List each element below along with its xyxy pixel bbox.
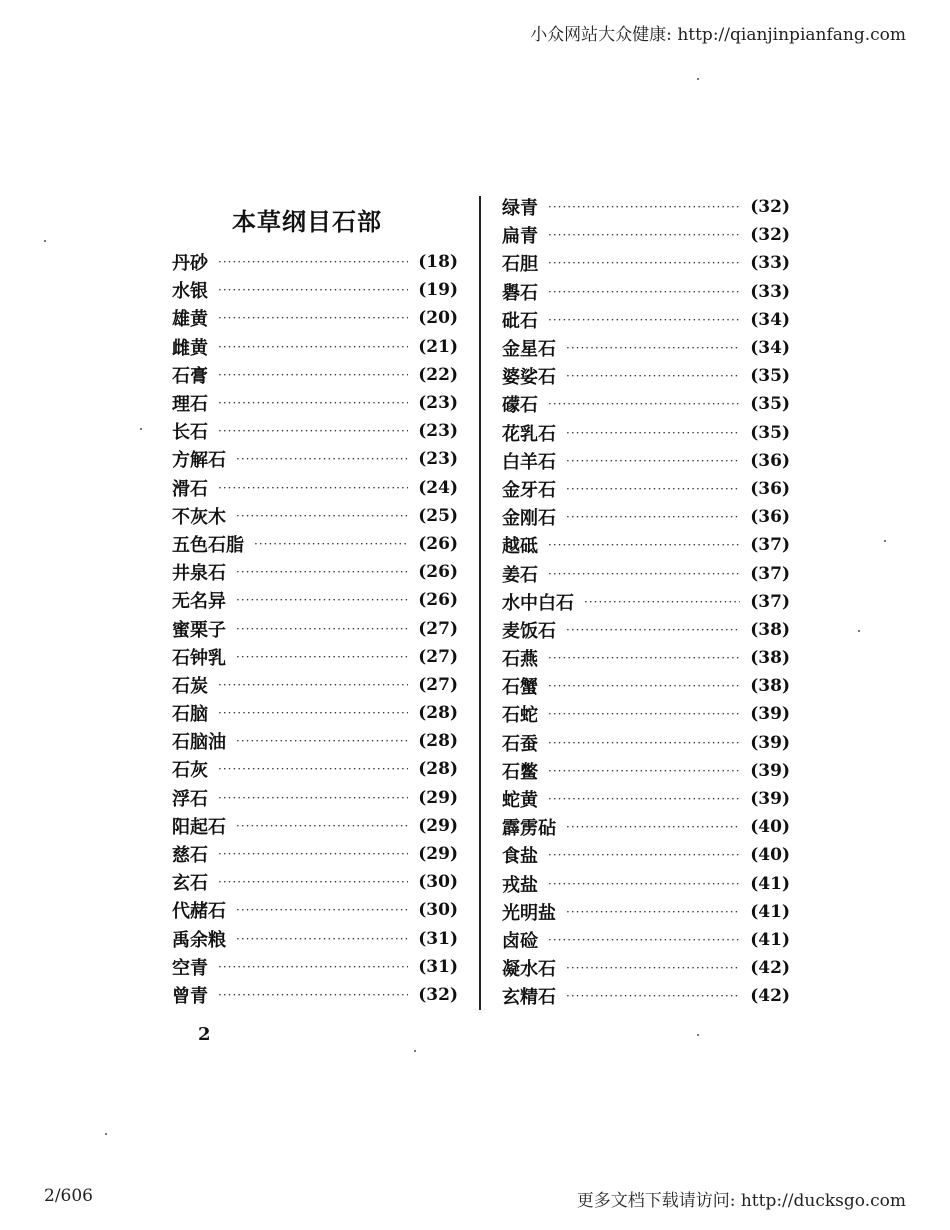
toc-entry	[172, 925, 458, 953]
toc-entry	[502, 757, 790, 785]
toc-entry	[502, 278, 790, 306]
toc-entry-page: (41)	[750, 873, 790, 894]
toc-entry	[502, 870, 790, 898]
dot-leader	[566, 426, 740, 440]
toc-entry-name: 空青	[172, 957, 208, 979]
dot-leader	[218, 706, 408, 720]
toc-entry-page: (26)	[418, 533, 458, 554]
toc-entry	[502, 700, 790, 728]
dot-leader	[548, 313, 740, 327]
toc-entry-name: 石鳖	[502, 761, 538, 783]
toc-entry-name: 卤硷	[502, 930, 538, 952]
toc-entry-name: 滑石	[172, 478, 208, 500]
dot-leader	[236, 565, 408, 579]
toc-entry	[172, 304, 458, 332]
toc-entry-page: (20)	[418, 308, 458, 329]
toc-entry-name: 石钟乳	[172, 647, 226, 669]
dot-leader	[566, 454, 740, 468]
dot-leader	[566, 989, 740, 1003]
toc-entry	[502, 221, 790, 249]
toc-entry-page: (38)	[750, 619, 790, 640]
toc-entry-name: 石脑	[172, 704, 208, 726]
scan-speck	[105, 1133, 107, 1135]
dot-leader	[218, 481, 408, 495]
dot-leader	[566, 623, 740, 637]
scan-speck	[697, 78, 699, 80]
toc-entry-page: (37)	[750, 563, 790, 584]
scan-speck	[884, 540, 886, 542]
toc-entry-page: (27)	[418, 674, 458, 695]
dot-leader	[566, 961, 740, 975]
dot-leader	[548, 764, 740, 778]
toc-entry-name: 姜石	[502, 564, 538, 586]
toc-entry-name: 光明盐	[502, 902, 556, 924]
toc-entry-page: (39)	[750, 704, 790, 725]
toc-entry	[172, 474, 458, 502]
toc-entry-name: 五色石脂	[172, 534, 244, 556]
toc-entry-name: 石胆	[502, 254, 538, 276]
toc-entry-page: (31)	[418, 928, 458, 949]
toc-entry	[172, 361, 458, 389]
scan-speck	[140, 428, 142, 430]
dot-leader	[548, 538, 740, 552]
toc-entry-page: (36)	[750, 450, 790, 471]
toc-entry-page: (23)	[418, 449, 458, 470]
toc-entry	[172, 558, 458, 586]
dot-leader	[218, 311, 408, 325]
toc-entry	[172, 784, 458, 812]
toc-entry	[172, 530, 458, 558]
toc-entry-page: (34)	[750, 338, 790, 359]
page-number: 2	[198, 1024, 211, 1045]
dot-leader	[548, 285, 740, 299]
toc-entry	[172, 389, 458, 417]
dot-leader	[218, 847, 408, 861]
toc-entry-page: (38)	[750, 648, 790, 669]
scan-speck	[44, 240, 46, 242]
toc-entry-name: 丹砂	[172, 253, 208, 275]
dot-leader	[566, 341, 740, 355]
toc-entry	[172, 445, 458, 473]
dot-leader	[218, 255, 408, 269]
toc-entry	[502, 503, 790, 531]
toc-entry-name: 长石	[172, 422, 208, 444]
toc-entry-name: 水中白石	[502, 592, 574, 614]
toc-entry	[502, 672, 790, 700]
toc-entry-page: (28)	[418, 703, 458, 724]
toc-entry-page: (29)	[418, 844, 458, 865]
toc-entry-page: (41)	[750, 901, 790, 922]
toc-entry-name: 金牙石	[502, 479, 556, 501]
toc-entry	[172, 586, 458, 614]
toc-entry-name: 浮石	[172, 788, 208, 810]
toc-entry	[502, 362, 790, 390]
toc-entry-name: 麦饭石	[502, 620, 556, 642]
toc-right-column	[502, 193, 790, 1010]
dot-leader	[236, 932, 408, 946]
toc-entry	[502, 616, 790, 644]
toc-entry-page: (36)	[750, 507, 790, 528]
toc-entry	[502, 334, 790, 362]
toc-entry-name: 扁青	[502, 226, 538, 248]
toc-entry	[172, 812, 458, 840]
toc-entry-name: 食盐	[502, 846, 538, 868]
toc-entry-name: 慈石	[172, 845, 208, 867]
dot-leader	[218, 368, 408, 382]
dot-leader	[236, 452, 408, 466]
toc-entry	[502, 841, 790, 869]
toc-entry-name: 戎盐	[502, 874, 538, 896]
toc-entry	[502, 785, 790, 813]
toc-entry-page: (26)	[418, 590, 458, 611]
toc-entry	[172, 699, 458, 727]
scan-speck	[858, 630, 860, 632]
toc-entry	[172, 727, 458, 755]
toc-entry-page: (39)	[750, 760, 790, 781]
toc-entry	[502, 813, 790, 841]
toc-entry	[172, 502, 458, 530]
toc-entry-page: (35)	[750, 422, 790, 443]
toc-entry-page: (30)	[418, 872, 458, 893]
dot-leader	[566, 905, 740, 919]
toc-entry-page: (33)	[750, 281, 790, 302]
dot-leader	[218, 340, 408, 354]
toc-entry-name: 礜石	[502, 282, 538, 304]
toc-entry-name: 雄黄	[172, 309, 208, 331]
toc-entry-page: (32)	[750, 225, 790, 246]
toc-entry	[172, 614, 458, 642]
toc-entry-name: 石膏	[172, 365, 208, 387]
toc-entry-page: (31)	[418, 956, 458, 977]
toc-entry	[502, 419, 790, 447]
toc-entry-page: (41)	[750, 929, 790, 950]
dot-leader	[218, 396, 408, 410]
toc-entry	[172, 868, 458, 896]
dot-leader	[218, 791, 408, 805]
dot-leader	[548, 933, 740, 947]
toc-entry	[502, 306, 790, 334]
dot-leader	[218, 875, 408, 889]
scan-speck	[414, 1050, 416, 1052]
toc-entry	[172, 671, 458, 699]
toc-entry	[502, 193, 790, 221]
toc-entry-name: 蛇黄	[502, 790, 538, 812]
toc-entry-name: 方解石	[172, 450, 226, 472]
toc-entry	[502, 447, 790, 475]
dot-leader	[218, 988, 408, 1002]
toc-entry	[172, 896, 458, 924]
toc-entry-page: (35)	[750, 366, 790, 387]
dot-leader	[566, 369, 740, 383]
toc-entry-page: (28)	[418, 759, 458, 780]
dot-leader	[548, 792, 740, 806]
toc-entry-page: (23)	[418, 421, 458, 442]
toc-entry	[502, 390, 790, 418]
toc-entry-page: (39)	[750, 789, 790, 810]
dot-leader	[254, 537, 408, 551]
toc-entry-page: (18)	[418, 252, 458, 273]
toc-entry-name: 凝水石	[502, 959, 556, 981]
toc-entry-page: (34)	[750, 309, 790, 330]
page-counter: 2/606	[44, 1186, 93, 1206]
toc-entry-name: 白羊石	[502, 451, 556, 473]
toc-entry	[502, 898, 790, 926]
toc-entry	[502, 588, 790, 616]
toc-entry-name: 代赭石	[172, 901, 226, 923]
scan-speck	[697, 1034, 699, 1036]
toc-entry-name: 石蛇	[502, 705, 538, 727]
toc-entry-page: (33)	[750, 253, 790, 274]
toc-entry	[172, 981, 458, 1009]
toc-entry-name: 霹雳砧	[502, 818, 556, 840]
toc-entry	[172, 643, 458, 671]
toc-entry-page: (27)	[418, 646, 458, 667]
dot-leader	[566, 482, 740, 496]
toc-entry-page: (22)	[418, 364, 458, 385]
toc-entry	[502, 954, 790, 982]
toc-entry	[172, 248, 458, 276]
toc-entry-name: 玄精石	[502, 987, 556, 1009]
toc-entry-name: 金刚石	[502, 508, 556, 530]
toc-entry-name: 礞石	[502, 395, 538, 417]
toc-entry-page: (23)	[418, 393, 458, 414]
toc-left-column	[172, 248, 458, 1009]
dot-leader	[236, 734, 408, 748]
toc-entry-page: (37)	[750, 591, 790, 612]
toc-entry-name: 无名异	[172, 591, 226, 613]
dot-leader	[566, 820, 740, 834]
toc-entry-name: 阳起石	[172, 816, 226, 838]
dot-leader	[236, 903, 408, 917]
dot-leader	[548, 200, 740, 214]
toc-entry-name: 石炭	[172, 675, 208, 697]
toc-entry-page: (21)	[418, 336, 458, 357]
dot-leader	[548, 651, 740, 665]
toc-entry-page: (25)	[418, 505, 458, 526]
dot-leader	[548, 256, 740, 270]
toc-entry	[172, 333, 458, 361]
toc-entry-name: 理石	[172, 394, 208, 416]
dot-leader	[236, 819, 408, 833]
toc-entry-name: 石蚕	[502, 733, 538, 755]
toc-entry	[502, 926, 790, 954]
toc-entry-page: (28)	[418, 731, 458, 752]
dot-leader	[548, 567, 740, 581]
toc-entry-name: 砒石	[502, 310, 538, 332]
toc-entry	[172, 417, 458, 445]
toc-entry-page: (42)	[750, 986, 790, 1007]
dot-leader	[548, 707, 740, 721]
toc-entry	[502, 729, 790, 757]
dot-leader	[218, 762, 408, 776]
dot-leader	[236, 650, 408, 664]
toc-entry-name: 绿青	[502, 198, 538, 220]
toc-entry-name: 曾青	[172, 985, 208, 1007]
dot-leader	[218, 424, 408, 438]
toc-entry	[172, 840, 458, 868]
dot-leader	[548, 848, 740, 862]
toc-entry-page: (40)	[750, 845, 790, 866]
site-header-text: 小众网站大众健康: http://qianjinpianfang.com	[530, 25, 906, 45]
toc-entry-page: (40)	[750, 817, 790, 838]
toc-entry-page: (24)	[418, 477, 458, 498]
toc-entry-page: (42)	[750, 958, 790, 979]
toc-entry	[172, 953, 458, 981]
toc-entry-page: (19)	[418, 280, 458, 301]
toc-entry-name: 金星石	[502, 339, 556, 361]
toc-entry-page: (26)	[418, 562, 458, 583]
toc-entry-name: 婆娑石	[502, 367, 556, 389]
dot-leader	[584, 595, 740, 609]
dot-leader	[218, 960, 408, 974]
toc-entry	[172, 755, 458, 783]
toc-entry-name: 玄石	[172, 873, 208, 895]
toc-entry-name: 不灰木	[172, 506, 226, 528]
toc-entry	[502, 475, 790, 503]
column-divider	[479, 196, 481, 1010]
dot-leader	[236, 622, 408, 636]
toc-entry-page: (39)	[750, 732, 790, 753]
toc-entry-name: 石脑油	[172, 732, 226, 754]
download-link-text: 更多文档下载请访问: http://ducksgo.com	[576, 1191, 906, 1211]
dot-leader	[548, 228, 740, 242]
toc-entry-name: 水银	[172, 281, 208, 303]
toc-entry-page: (29)	[418, 787, 458, 808]
toc-entry-page: (30)	[418, 900, 458, 921]
dot-leader	[236, 593, 408, 607]
toc-entry-name: 雌黄	[172, 337, 208, 359]
toc-entry-page: (38)	[750, 676, 790, 697]
toc-entry-name: 石蟹	[502, 677, 538, 699]
toc-entry	[172, 276, 458, 304]
toc-entry-page: (29)	[418, 815, 458, 836]
toc-entry	[502, 531, 790, 559]
toc-entry	[502, 644, 790, 672]
toc-entry-page: (36)	[750, 478, 790, 499]
toc-entry-page: (35)	[750, 394, 790, 415]
dot-leader	[218, 283, 408, 297]
dot-leader	[548, 877, 740, 891]
toc-entry-name: 石燕	[502, 649, 538, 671]
toc-entry-page: (27)	[418, 618, 458, 639]
toc-title: 本草纲目石部	[232, 208, 382, 236]
toc-entry-name: 花乳石	[502, 423, 556, 445]
toc-entry-name: 井泉石	[172, 563, 226, 585]
toc-entry-name: 越砥	[502, 536, 538, 558]
dot-leader	[548, 397, 740, 411]
toc-entry-name: 蜜栗子	[172, 619, 226, 641]
toc-entry-page: (32)	[418, 984, 458, 1005]
dot-leader	[566, 510, 740, 524]
toc-entry-name: 禹余粮	[172, 929, 226, 951]
toc-entry	[502, 249, 790, 277]
toc-entry-page: (37)	[750, 535, 790, 556]
dot-leader	[236, 509, 408, 523]
toc-entry	[502, 982, 790, 1010]
toc-entry	[502, 559, 790, 587]
dot-leader	[218, 678, 408, 692]
dot-leader	[548, 736, 740, 750]
dot-leader	[548, 679, 740, 693]
toc-entry-name: 石灰	[172, 760, 208, 782]
toc-entry-page: (32)	[750, 197, 790, 218]
